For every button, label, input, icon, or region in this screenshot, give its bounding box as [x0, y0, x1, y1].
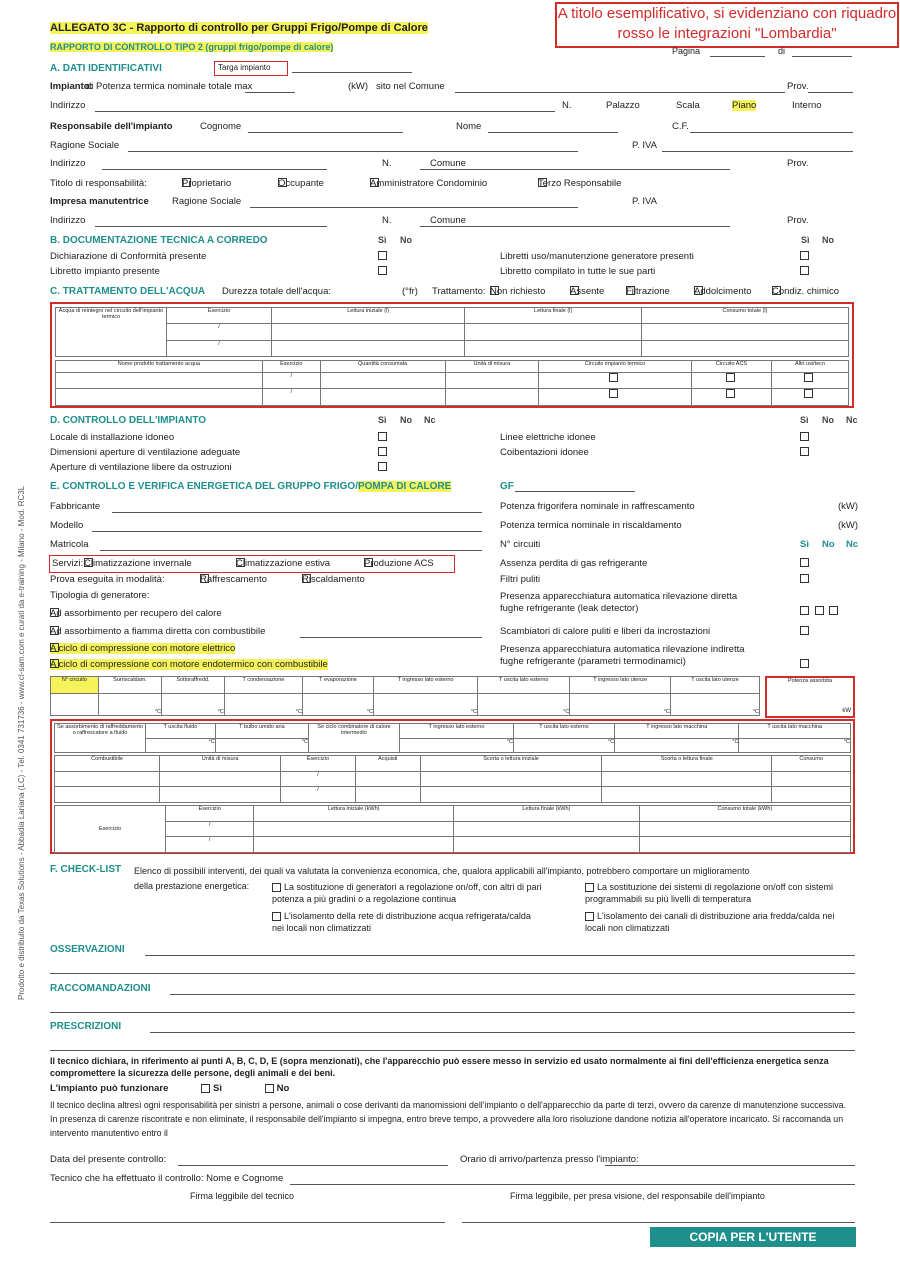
m2-tinmac: T ingresso lato macchina	[615, 724, 739, 739]
raff-checkbox[interactable]	[200, 574, 209, 583]
data-label: Data del presente controllo:	[50, 1154, 167, 1165]
coibentazioni-label: Coibentazioni idonee	[500, 447, 589, 458]
c2-label: La sostituzione dei sistemi di regolazione on/off con sistemi programmabili su più livelli di temperatura	[585, 882, 833, 904]
m-tevap: T evaporazione	[303, 677, 374, 694]
potenza-label: di Potenza termica nominale totale max	[86, 81, 253, 92]
t2-checkbox[interactable]	[50, 626, 59, 635]
compilato-label: Libretto compilato in tutte le sue parti	[500, 266, 656, 277]
osservazioni-label: OSSERVAZIONI	[50, 944, 125, 955]
m-tcond: T condensazione	[224, 677, 302, 694]
amministratore-checkbox[interactable]	[370, 178, 379, 187]
prov-resp-label: Prov.	[787, 158, 809, 169]
modello-field[interactable]	[92, 521, 482, 532]
targa-field[interactable]	[292, 62, 412, 73]
t2-unita: Unità di misura	[445, 361, 539, 373]
proprietario-label: Proprietario	[182, 178, 232, 189]
matricola-label: Matricola	[50, 539, 89, 550]
funz-no-checkbox[interactable]	[265, 1084, 274, 1093]
u8: °C	[671, 694, 760, 716]
t2-label: Ad assorbimento a fiamma diretta con combustibile	[50, 626, 266, 637]
d-no-header: No	[400, 415, 412, 425]
copia-utente-banner: COPIA PER L'UTENTE	[650, 1227, 856, 1247]
aperture-label: Aperture di ventilazione libere da ostruzioni	[50, 462, 232, 473]
comune-field[interactable]	[455, 82, 785, 93]
osservazioni-field[interactable]	[145, 945, 855, 956]
fabbricante-label: Fabbricante	[50, 501, 101, 512]
firma-tec-label: Firma leggibile del tecnico	[190, 1191, 295, 1201]
comune-resp-field[interactable]	[420, 159, 730, 170]
t3-label: A ciclo di compressione con motore elettrico	[50, 643, 236, 654]
presenza2-nc[interactable]	[800, 659, 809, 668]
impresa-label: Impresa manutentrice	[50, 196, 149, 207]
targa-label: Targa impianto	[218, 63, 271, 72]
m-tuscut: T uscita lato utenze	[671, 677, 760, 694]
acs-label: Produzione ACS	[364, 558, 434, 569]
pot-term-kw: (kW)	[838, 520, 859, 531]
u6: °C	[478, 694, 570, 716]
clim-inv-checkbox[interactable]	[84, 558, 93, 567]
m-tinut: T ingresso lato utenze	[570, 677, 671, 694]
energia-table: Esercizio Esercizio Lettura iniziale (kWh) Lettura finale (kWh) Consumo totale (kWh) / /	[54, 805, 851, 853]
palazzo-label: Palazzo	[606, 100, 640, 111]
m4-consumo: Consumo totale (kWh)	[639, 806, 850, 822]
m2-tuscest: T uscita lato esterno	[513, 724, 614, 739]
terzo-label: Terzo Responsabile	[538, 178, 622, 189]
pot-term-label: Potenza termica nominale in riscaldamento	[500, 520, 682, 531]
u2: °C	[162, 694, 225, 716]
t3-checkbox[interactable]	[50, 643, 59, 652]
funz-no-label: No	[276, 1083, 290, 1094]
lombardia-note: A titolo esemplificativo, si evidenziano con riquadro rosso le integrazioni "Lombardia"	[555, 2, 899, 48]
m2-ciclo: Se ciclo combinatore di calore intermedio	[308, 724, 399, 753]
check-acs-2[interactable]	[726, 389, 735, 398]
indirizzo-field[interactable]	[95, 101, 555, 112]
pot-frig-label: Potenza frigorifera nominale in raffrescamento	[500, 501, 695, 512]
dimensioni-nc[interactable]	[378, 447, 387, 456]
section-d-title: D. CONTROLLO DELL'IMPIANTO	[50, 415, 207, 426]
assente-label: Assente	[570, 286, 605, 297]
tecnico-field[interactable]	[290, 1174, 855, 1185]
ragione2-label: Ragione Sociale	[172, 196, 242, 207]
lombardia-tables-red-box	[50, 719, 855, 854]
t1-lettura-iniziale: Lettura iniziale (l)	[272, 308, 465, 324]
sito-label: sito nel Comune	[376, 81, 445, 92]
impresa-field[interactable]	[250, 197, 578, 208]
e-si-header: Sì	[800, 539, 809, 550]
clim-est-label: Climatizzazione estiva	[236, 558, 330, 569]
raccomandazioni-field[interactable]	[170, 984, 855, 995]
linee-label: Linee elettriche idonee	[500, 432, 596, 443]
filtri-nc[interactable]	[800, 574, 809, 583]
b-si-header: Sì	[378, 235, 387, 245]
scala-label: Scala	[676, 100, 700, 111]
m4-lett-in: Lettura iniziale (kWh)	[254, 806, 454, 822]
nome-label: Nome	[456, 121, 482, 132]
section-f-title: F. CHECK-LIST	[50, 864, 122, 875]
piva2-label: P. IVA	[632, 196, 657, 207]
comune-impresa-field[interactable]	[420, 216, 730, 227]
m3-consumo: Consumo	[772, 756, 851, 772]
d-si-header-2: Sì	[800, 415, 809, 425]
b-si-header-2: Sì	[801, 235, 810, 245]
t2-circuito-termico: Circuito impianto termico	[539, 361, 692, 373]
clim-inv-label: Climatizzazione invernale	[84, 558, 192, 569]
interno-label: Interno	[792, 100, 822, 111]
nome-field[interactable]	[488, 122, 618, 133]
reintegro-table: Acqua di reintegro nel circuito dell'impianto termico Esercizio Lettura iniziale (l) Lettura finale (l) Consumo totale (l) / /	[55, 307, 849, 357]
coib-nc[interactable]	[800, 447, 809, 456]
m-tuscest: T uscita lato esterno	[478, 677, 570, 694]
n-label: N.	[562, 100, 572, 111]
prov-impresa-label: Prov.	[787, 215, 809, 226]
c4-checkbox[interactable]	[585, 912, 594, 921]
prodotti-table: Nome prodotto trattamento acqua Esercizio Quantità consumata Unità di misura Circuito impianto termico Circuito ACS Altri usi/tecn / /	[55, 360, 849, 406]
funz-si-label: Sì	[213, 1083, 222, 1094]
dich-no[interactable]	[378, 251, 387, 260]
prescrizioni-line2[interactable]	[50, 1040, 855, 1051]
ragione-label: Ragione Sociale	[50, 140, 120, 151]
non-richiesto-checkbox[interactable]	[490, 286, 499, 295]
m2-tbulbo: T bulbo umido aria	[215, 724, 308, 739]
raccomandazioni-label: RACCOMANDAZIONI	[50, 983, 151, 994]
firma-tec-field[interactable]	[50, 1212, 445, 1223]
cognome-label: Cognome	[200, 121, 242, 132]
m2-assorb: Se assorbimento di raffreddamento o raffrescatore a fluido	[55, 724, 146, 753]
c2-checkbox[interactable]	[585, 883, 594, 892]
u1: °C	[98, 694, 161, 716]
section-e-title	[50, 481, 451, 492]
misure-table	[50, 676, 760, 716]
prova-label: Prova eseguita in modalità:	[50, 574, 165, 585]
check-acs-1[interactable]	[726, 373, 735, 382]
m4-esercizio-left: Esercizio	[55, 806, 166, 853]
condiz-checkbox[interactable]	[772, 286, 781, 295]
d-nc-header-2: Nc	[846, 415, 858, 425]
assenza-label: Assenza perdita di gas refrigerante	[500, 558, 648, 569]
indirizzo-impresa-field[interactable]	[95, 216, 327, 227]
kw-label: (kW)	[348, 81, 369, 92]
puo-funzionare	[50, 1083, 289, 1094]
assenza-nc[interactable]	[800, 558, 809, 567]
piva-field[interactable]	[662, 141, 853, 152]
potenza-field[interactable]	[245, 82, 295, 93]
dich-label: Dichiarazione di Conformità presente	[50, 251, 207, 262]
raff-label: Raffrescamento	[200, 574, 267, 585]
osservazioni-line2[interactable]	[50, 963, 855, 974]
m2-tinest: T ingresso lato esterno	[399, 724, 513, 739]
tipologia-label: Tipologia di generatore:	[50, 590, 150, 601]
m3-unita: Unità di misura	[160, 756, 281, 772]
resp-label: Responsabile dell'impianto	[50, 121, 173, 132]
raccomandazioni-line2[interactable]	[50, 1002, 855, 1013]
m-sottor: Sottoraffredd.	[162, 677, 225, 694]
occupante-label: Occupante	[278, 178, 324, 189]
m2-u4: °C	[513, 738, 614, 753]
misure-table-wrap	[50, 676, 760, 716]
libretti-uso-label: Libretti uso/manutenzione generatore presenti	[500, 251, 694, 262]
c1-checkbox[interactable]	[272, 883, 281, 892]
section-a-title: A. DATI IDENTIFICATIVI	[50, 63, 162, 74]
d-no-header-2: No	[822, 415, 834, 425]
presenza-label: Presenza apparecchiatura automatica rilevazione diretta fughe refrigerante (leak detector)	[500, 591, 738, 614]
n-impresa-label: N.	[382, 215, 392, 226]
c3-checkbox[interactable]	[272, 912, 281, 921]
libretto-no[interactable]	[378, 266, 387, 275]
m-ncircuito: N° circuito	[51, 677, 99, 694]
occupante-checkbox[interactable]	[278, 178, 287, 187]
filtrazione-checkbox[interactable]	[626, 286, 635, 295]
prescrizioni-label: PRESCRIZIONI	[50, 1021, 122, 1032]
durezza-label: Durezza totale dell'acqua:	[222, 286, 332, 297]
risc-checkbox[interactable]	[302, 574, 311, 583]
b-no-header-2: No	[822, 235, 834, 245]
m2-tuscmac: T uscita lato macchina	[739, 724, 851, 739]
t1-label: Ad assorbimento per recupero del calore	[50, 608, 222, 619]
indirizzo-resp-label: Indirizzo	[50, 158, 86, 169]
t4-label: A ciclo di compressione con motore endotermico con combustibile	[50, 659, 328, 670]
risc-label: Riscaldamento	[302, 574, 365, 585]
m4-esercizio: Esercizio	[166, 806, 254, 822]
trattamento-label: Trattamento:	[432, 286, 486, 297]
t2-field[interactable]	[300, 627, 482, 638]
cf-field[interactable]	[690, 122, 853, 133]
prov-label: Prov.	[787, 81, 809, 92]
m2-u6: °C	[739, 738, 851, 753]
u3: °C	[224, 694, 302, 716]
clim-est-checkbox[interactable]	[236, 558, 245, 567]
n-resp-label: N.	[382, 158, 392, 169]
c3-label: L'isolamento della rete di distribuzione acqua refrigerata/calda nei locali non climatizzati	[272, 911, 531, 933]
t2-esercizio: Esercizio	[262, 361, 320, 373]
gf-label: GF	[500, 481, 514, 492]
scambiatori-label: Scambiatori di calore puliti e liberi da incrostazioni	[500, 626, 711, 637]
t1-checkbox[interactable]	[50, 608, 59, 617]
puo-label: L'impianto può funzionare	[50, 1083, 169, 1094]
t1-esercizio: Esercizio	[167, 308, 272, 324]
filtrazione-label: Filtrazione	[626, 286, 670, 297]
firma-resp-label: Firma leggibile, per presa visione, del responsabile dell'impianto	[510, 1191, 765, 1201]
m3-esercizio: Esercizio	[281, 756, 356, 772]
page-total-field[interactable]	[792, 46, 852, 57]
b-no-header: No	[400, 235, 412, 245]
section-b-title: B. DOCUMENTAZIONE TECNICA A CORREDO	[50, 235, 268, 246]
servizi-label: Servizi:	[52, 558, 84, 569]
terzo-checkbox[interactable]	[538, 178, 547, 187]
m-tinest: T ingresso lato esterno	[374, 677, 478, 694]
linee-nc[interactable]	[800, 432, 809, 441]
matricola-field[interactable]	[100, 540, 482, 551]
e-no-header: No	[822, 539, 835, 550]
f-prest: della prestazione energetica:	[134, 881, 250, 891]
e-nc-header: Nc	[846, 539, 859, 550]
t2-quantita: Quantità consumata	[320, 361, 445, 373]
prov-field[interactable]	[808, 82, 853, 93]
libretto-label: Libretto impianto presente	[50, 266, 160, 277]
page-title: ALLEGATO 3C - Rapporto di controllo per Gruppi Frigo/Pompe di Calore	[50, 22, 428, 34]
m3-scorta-in: Scorta o lettura iniziale	[420, 756, 602, 772]
gf-field[interactable]	[515, 481, 635, 492]
m-potenza: Potenza assorbita	[787, 678, 833, 684]
d-si-header: Sì	[378, 415, 387, 425]
tecnico-label: Tecnico che ha effettuato il controllo: Nome e Cognome	[50, 1173, 284, 1184]
dimensioni-label: Dimensioni aperture di ventilazione adeguate	[50, 447, 241, 458]
u7: °C	[570, 694, 671, 716]
page-subtitle: RAPPORTO DI CONTROLLO TIPO 2 (gruppi frigo/pompe di calore)	[50, 42, 334, 52]
t2-circuito-acs: Circuito ACS	[692, 361, 772, 373]
scamb-nc[interactable]	[800, 626, 809, 635]
cf-label: C.F.	[672, 121, 689, 132]
orario-label: Orario di arrivo/partenza presso l'impianto:	[460, 1154, 639, 1165]
dichiara-text: Il tecnico dichiara, in riferimento ai punti A, B, C, D, E (sopra menzionati), che l'apparecchio può essere messo in servizio ed usato normalmente ai fini dell'efficienza energetica senza compromettere la sicurezza delle persone, degli animali e dei beni.	[50, 1056, 829, 1078]
m2-u1: °C	[146, 738, 216, 753]
modello-label: Modello	[50, 520, 84, 531]
t1-consumo-totale: Consumo totale (l)	[641, 308, 848, 324]
t4-checkbox[interactable]	[50, 659, 59, 668]
acs-checkbox[interactable]	[364, 558, 373, 567]
m3-scorta-fin: Scorta o lettura finale	[602, 756, 772, 772]
t2-altri-usi: Altri usi/tecn	[772, 361, 849, 373]
m-potenza-unit: kW	[842, 708, 851, 714]
m3-comb: Combustibile	[55, 756, 160, 772]
t2-nome-prodotto: Nome prodotto trattamento acqua	[56, 361, 263, 373]
cognome-field[interactable]	[248, 122, 403, 133]
reintegro-header: Acqua di reintegro nel circuito dell'impianto termico	[56, 308, 167, 357]
u5: °C	[374, 694, 478, 716]
compilato-no[interactable]	[800, 266, 809, 275]
filtri-label: Filtri puliti	[500, 574, 541, 585]
f-intro: Elenco di possibili interventi, dei quali va valutata la convenienza economica, che, qualora applicabili all'impianto, potrebbero comportare un miglioramento	[134, 866, 750, 876]
ragione-field[interactable]	[128, 141, 578, 152]
check-altri-2[interactable]	[804, 389, 813, 398]
c1-label: La sostituzione di generatori a regolazione on/off, con altri di pari potenza a più gradini o a regolazione continua	[272, 882, 542, 904]
m3-acquisti: Acquisti	[355, 756, 420, 772]
proprietario-checkbox[interactable]	[182, 178, 191, 187]
water-treatment-red-box	[50, 302, 854, 408]
non-richiesto-label: Non richiesto	[490, 286, 546, 297]
titolo-label: Titolo di responsabilità:	[50, 178, 147, 189]
fabbricante-field[interactable]	[112, 502, 482, 513]
t1-lettura-finale: Lettura finale (l)	[465, 308, 642, 324]
impianto-label: Impianto:	[50, 81, 93, 92]
assente-checkbox[interactable]	[570, 286, 579, 295]
section-c-title: C. TRATTAMENTO DELL'ACQUA	[50, 286, 206, 297]
d-nc-header: Nc	[424, 415, 436, 425]
m4-lett-fin: Lettura finale (kWh)	[454, 806, 640, 822]
section-e-title-hl: POMPA DI CALORE	[357, 481, 452, 492]
locale-label: Locale di installazione idoneo	[50, 432, 175, 443]
page-field[interactable]	[710, 46, 765, 57]
comune-impresa-label: Comune	[430, 215, 466, 226]
orario-field[interactable]	[605, 1155, 855, 1166]
m2-tuscita: T uscita fluido	[146, 724, 216, 739]
check-termico-2[interactable]	[609, 389, 618, 398]
combustibile-table: Combustibile Unità di misura Esercizio Acquisti Scorta o lettura iniziale Scorta o lettura finale Consumo / /	[54, 755, 851, 803]
m2-u3: °C	[399, 738, 513, 753]
piva-label: P. IVA	[632, 140, 657, 151]
check-termico-1[interactable]	[609, 373, 618, 382]
fr-label: (°fr)	[402, 286, 418, 297]
addolcimento-label: Addolcimento	[694, 286, 752, 297]
section-e-title-text: E. CONTROLLO E VERIFICA ENERGETICA DEL GRUPPO FRIGO/	[50, 481, 358, 492]
indirizzo-impresa-label: Indirizzo	[50, 215, 86, 226]
indirizzo-resp-field[interactable]	[102, 159, 327, 170]
locale-nc[interactable]	[378, 432, 387, 441]
page-of-label: di	[778, 46, 786, 56]
page-label: Pagina	[672, 46, 701, 56]
condiz-label: Condiz. chimico	[772, 286, 840, 297]
c4-label: L'isolamento dei canali di distribuzione aria fredda/calda nei locali non climatizzati	[585, 911, 835, 933]
comune-resp-label: Comune	[430, 158, 466, 169]
pot-frig-kw: (kW)	[838, 501, 859, 512]
prescrizioni-field[interactable]	[150, 1022, 855, 1033]
libretti-no[interactable]	[800, 251, 809, 260]
misure2-table	[54, 723, 851, 753]
u4: °C	[303, 694, 374, 716]
addolcimento-checkbox[interactable]	[694, 286, 703, 295]
piano-label: Piano	[732, 100, 757, 111]
m-surr: Surriscaldam.	[98, 677, 161, 694]
m2-u5: °C	[615, 738, 739, 753]
ncirc-label: N° circuiti	[500, 539, 541, 550]
declina-text: Il tecnico declina altresì ogni responsabilità per sinistri a persone, animali o cose derivanti da manomissioni dell'impianto o dell'apparecchio da parte di terzi, ovvero da carenze di manutenzione successiva. In presenza di carenze riscontrate e non eliminate, il responsabile dell'impianto si impegna, entro breve tempo, a provvedere alla loro risoluzione dandone notizia all'operatore incaricato. Si raccomanda un intervento manutentivo entro il	[50, 1100, 846, 1138]
side-credit: Prodotto e distribuito da Texas Solutions - Abbadia Lariana (LC) - Tel. 0341 731736 - www.cl-sam.com e curati da e-training - Milano - Mod. RC3L	[17, 485, 26, 1000]
m2-u2: °C	[215, 738, 308, 753]
presenza2-label: Presenza apparecchiatura automatica rilevazione indiretta fughe refrigerante (parametri termodinamici)	[500, 644, 745, 667]
indirizzo-label: Indirizzo	[50, 100, 86, 111]
check-altri-1[interactable]	[804, 373, 813, 382]
data-field[interactable]	[178, 1155, 448, 1166]
amministratore-label: Amministratore Condominio	[370, 178, 488, 189]
aperture-nc[interactable]	[378, 462, 387, 471]
firma-resp-field[interactable]	[462, 1212, 855, 1223]
funz-si-checkbox[interactable]	[201, 1084, 210, 1093]
